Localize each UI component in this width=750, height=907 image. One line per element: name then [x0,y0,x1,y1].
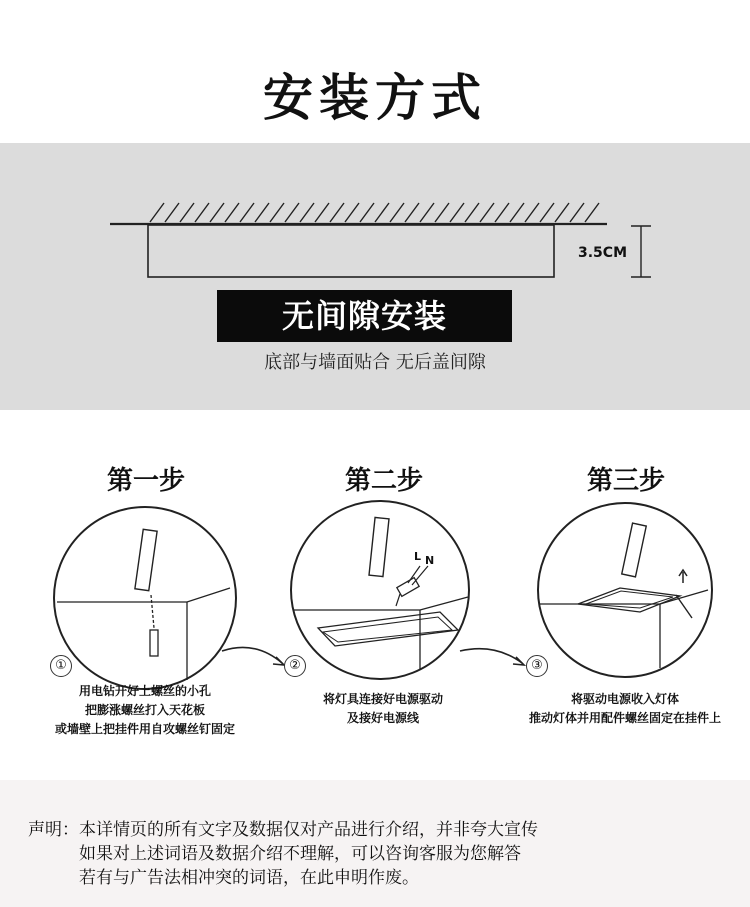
page-title: 安装方式 [263,69,487,127]
step-1-description [30,682,260,739]
hatch-line [540,203,554,222]
step-1-line: 用电钻开好上螺丝的小孔 [78,684,211,698]
lamp-body-outline [148,225,554,277]
hatch-line [570,203,584,222]
step-1-illustration [54,507,236,689]
hatch-line [525,203,539,222]
hatch-line [180,203,194,222]
notice-line: 声明：本详情页的所有文字及数据仅对产品进行介绍，并非夸大宣传 [28,820,538,840]
install-style-label: 无间隙安装 [217,290,512,342]
step-1-number: ① [50,655,72,677]
hatch-line [255,203,269,222]
hatch-line [435,203,449,222]
step-1-title: 第一步 [106,466,185,496]
step-3-title: 第三步 [586,466,665,496]
wire-label-n: N [425,554,435,567]
hatch-line [315,203,329,222]
step-2-title: 第二步 [344,466,423,496]
wire-label-l: L [414,550,422,563]
step-3-description [500,690,750,728]
step-1-line: 或墙壁上把挂件用自攻螺丝钉固定 [54,722,235,736]
step-2-illustration [291,501,469,679]
arrow-step2-to-step3 [460,649,522,663]
arrow-step1-to-step2 [222,647,282,663]
hatch-line [300,203,314,222]
notice-line: 若有与广告法相冲突的词语，在此申明作废。 [28,868,419,888]
dimension-marker [631,226,651,277]
step-3-line: 将驱动电源收入灯体 [570,692,679,706]
hatch-line [240,203,254,222]
dimension-label: 3.5CM [578,245,628,261]
hatch-line [210,203,224,222]
hatch-line [195,203,209,222]
disclaimer-notice [28,818,538,890]
notice-line: 如果对上述词语及数据介绍不理解，可以咨询客服为您解答 [28,844,521,864]
hatch-line [390,203,404,222]
hatch-line [270,203,284,222]
hatch-line [450,203,464,222]
install-style-sublabel: 底部与墙面贴合 无后盖间隙 [264,352,486,373]
step-3-line: 推动灯体并用配件螺丝固定在挂件上 [528,711,721,725]
step-2-line: 及接好电源线 [346,711,419,725]
hatch-line [405,203,419,222]
step-3-number: ③ [526,655,548,677]
step-2-description [288,690,478,728]
hatch-line [495,203,509,222]
hatch-line [360,203,374,222]
hatch-line [375,203,389,222]
hatch-line [345,203,359,222]
step-3-illustration [538,503,712,677]
hatch-line [420,203,434,222]
hatch-line [285,203,299,222]
step-2-line: 将灯具连接好电源驱动 [322,692,443,706]
hatch-line [555,203,569,222]
hatch-line [510,203,524,222]
step-1-line: 把膨涨螺丝打入天花板 [84,703,205,717]
hatch-line [585,203,599,222]
step-2-number: ② [284,655,306,677]
hatch-line [480,203,494,222]
hatch-line [225,203,239,222]
hatch-line [150,203,164,222]
hatch-line [330,203,344,222]
hatch-line [465,203,479,222]
ceiling-hatch [110,203,607,224]
hatch-line [165,203,179,222]
